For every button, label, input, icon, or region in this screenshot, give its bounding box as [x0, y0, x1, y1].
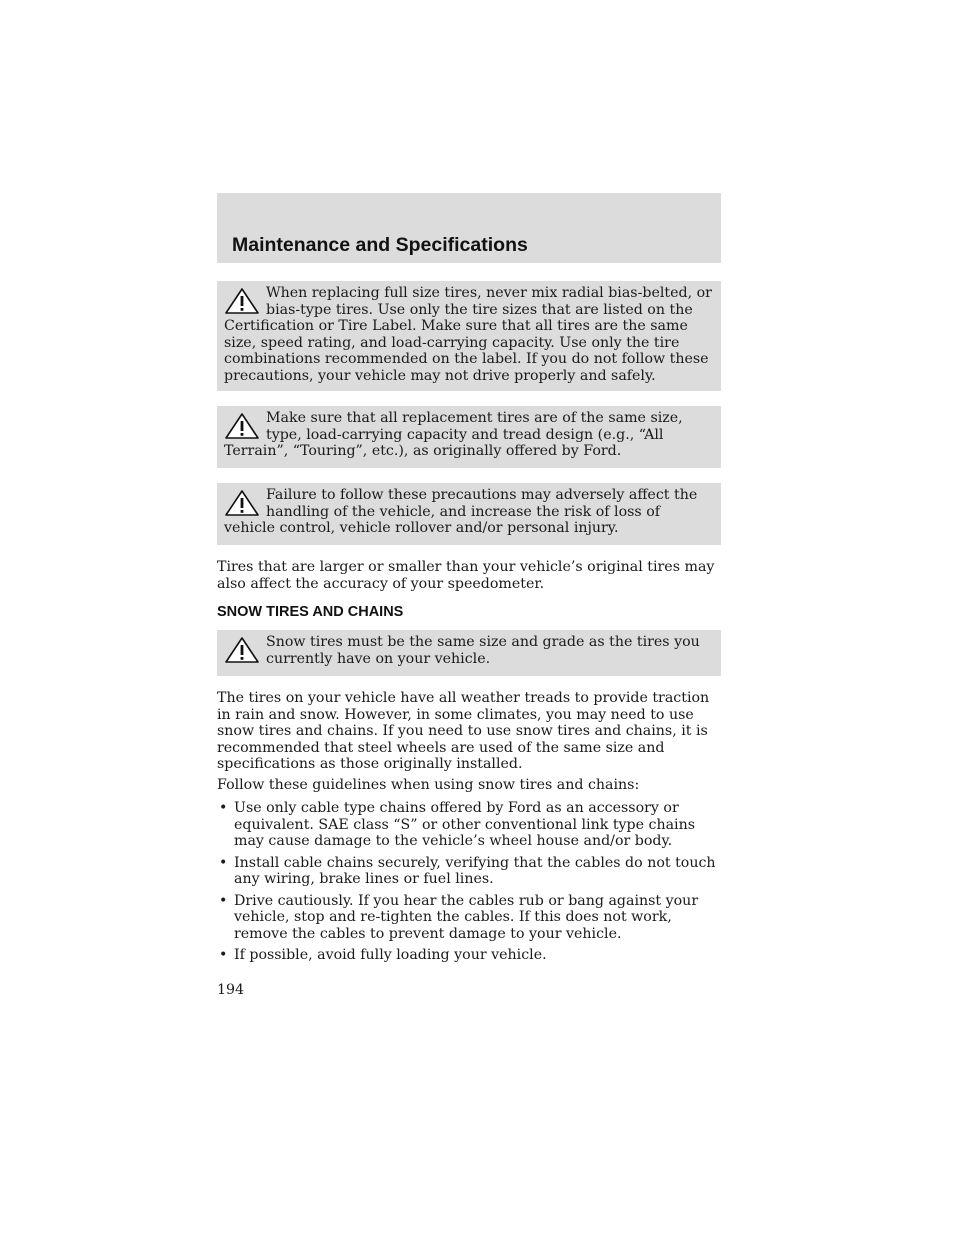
warning-box	[217, 630, 721, 676]
warning-text: Make sure that all replacement tires are of the same size, type, load-carrying capacity and tread design (e.g., “All Terrain”, “Touring”, etc.), as originally offered by Ford.	[224, 410, 683, 459]
guidelines-list	[217, 800, 721, 969]
guidelines-lead: Follow these guidelines when using snow tires and chains:	[217, 777, 640, 793]
section-header	[217, 193, 721, 263]
warning-triangle-icon	[224, 636, 260, 664]
warning-triangle-icon	[224, 412, 260, 440]
warning-box	[217, 281, 721, 391]
list-item: • If possible, avoid fully loading your vehicle.	[217, 947, 721, 964]
speedometer-paragraph: Tires that are larger or smaller than your vehicle’s original tires may also affect the accuracy of your speedometer.	[217, 559, 715, 592]
warning-text: Failure to follow these precautions may adversely affect the handling of the vehicle, and increase the risk of loss of vehicle control, vehicle rollover and/or personal injury.	[224, 487, 698, 536]
snow-intro-paragraph: The tires on your vehicle have all weather treads to provide traction in rain and snow. However, in some climates, you may need to use snow tires and chains. If you need to use snow tires and chains, it is recommended that steel wheels are used of the same size and specifications as those originally installed.	[217, 690, 710, 772]
page-title: Maintenance and Specifications	[232, 234, 528, 256]
list-item: • Install cable chains securely, verifying that the cables do not touch any wiring, brake lines or fuel lines.	[217, 855, 721, 888]
warning-box	[217, 406, 721, 468]
page-number: 194	[217, 982, 245, 998]
warning-box	[217, 483, 721, 545]
warning-triangle-icon	[224, 287, 260, 315]
list-item: • Use only cable type chains offered by Ford as an accessory or equivalent. SAE class “S” or other conventional link type chains may cause damage to the vehicle’s wheel house and/or body.	[217, 800, 721, 850]
warning-text: When replacing full size tires, never mix radial bias-belted, or bias-type tires. Use only the tire sizes that are listed on the Certification or Tire Label. Make sure that all tires are the same size, speed rating, and load-carrying capacity. Use only the tire combinations recommended on the label. If you do not follow these precautions, your vehicle may not drive properly and safely.	[224, 285, 712, 384]
section-subheading: SNOW TIRES AND CHAINS	[217, 604, 404, 620]
warning-text: Snow tires must be the same size and grade as the tires you currently have on your vehicle.	[266, 634, 700, 667]
manual-page	[217, 193, 721, 998]
list-item: • Drive cautiously. If you hear the cables rub or bang against your vehicle, stop and re-tighten the cables. If this does not work, remove the cables to prevent damage to your vehicle.	[217, 893, 721, 943]
warning-triangle-icon	[224, 489, 260, 517]
